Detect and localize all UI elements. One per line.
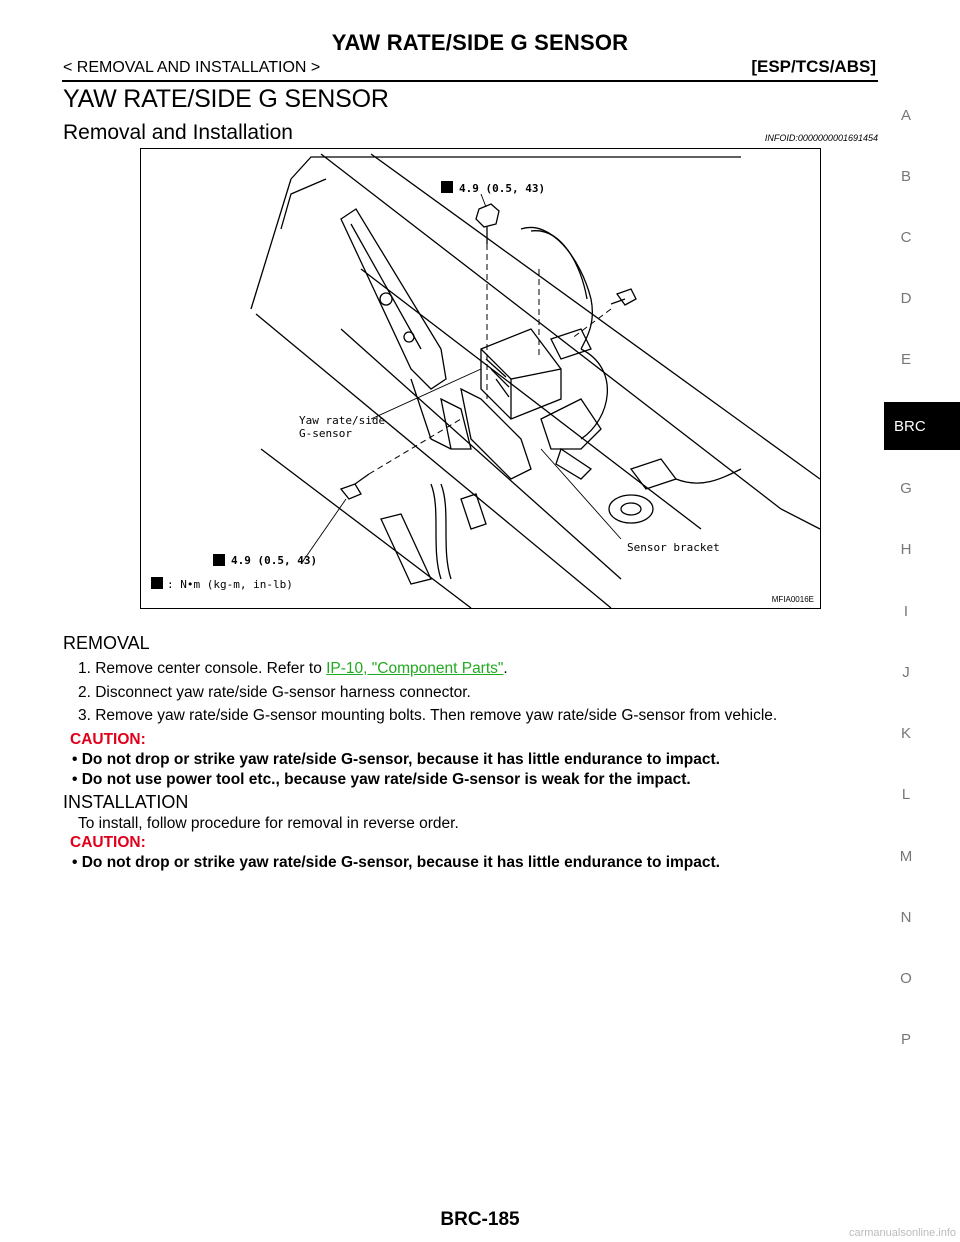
figure-code: MFIA0016E xyxy=(771,595,814,604)
index-tab-k[interactable]: K xyxy=(900,725,911,742)
index-tab-brc-active[interactable]: BRC xyxy=(884,402,960,450)
watermark: carmanualsonline.info xyxy=(848,1227,956,1239)
installation-caution-item: • Do not drop or strike yaw rate/side G-sensor, because it has little endurance to impact. xyxy=(72,854,720,871)
installation-text: To install, follow procedure for removal in reverse order. xyxy=(78,815,459,832)
removal-heading: REMOVAL xyxy=(63,633,150,653)
index-tab-h[interactable]: H xyxy=(900,541,912,558)
index-tab-d[interactable]: D xyxy=(900,290,912,307)
removal-caution-label: CAUTION: xyxy=(70,731,146,748)
index-tab-i[interactable]: I xyxy=(903,603,909,620)
header-section-label: < REMOVAL AND INSTALLATION > xyxy=(63,59,321,76)
label-sensor-bracket: Sensor bracket xyxy=(627,541,720,554)
component-parts-link[interactable]: IP-10, "Component Parts" xyxy=(326,660,504,677)
torque-value-bottom: 4.9 (0.5, 43) xyxy=(231,554,318,567)
index-tab-b[interactable]: B xyxy=(900,168,911,185)
page-title: YAW RATE/SIDE G SENSOR xyxy=(63,85,389,113)
removal-caution-item: • Do not drop or strike yaw rate/side G-sensor, because it has little endurance to impact. xyxy=(72,751,720,768)
removal-step-2: 2. Disconnect yaw rate/side G-sensor harness connector. xyxy=(78,684,471,701)
section-index-tabs xyxy=(884,0,960,1242)
label-yaw-rate-side: Yaw rate/side xyxy=(299,414,386,427)
header-rule xyxy=(62,80,878,82)
installation-caution-label: CAUTION: xyxy=(70,834,146,851)
index-tab-n[interactable]: N xyxy=(900,909,912,926)
index-tab-o[interactable]: O xyxy=(900,970,912,987)
label-g-sensor: G-sensor xyxy=(299,427,352,440)
torque-value-top: 4.9 (0.5, 43) xyxy=(459,182,546,195)
installation-heading: INSTALLATION xyxy=(63,792,189,812)
header-scope-label: [ESP/TCS/ABS] xyxy=(751,57,876,76)
sensor-illustration xyxy=(140,148,821,609)
removal-step-3: 3. Remove yaw rate/side G-sensor mounting bolts. Then remove yaw rate/side G-sensor from vehicle. xyxy=(78,707,778,724)
info-id: INFOID:0000000001691454 xyxy=(764,133,878,143)
index-tab-e[interactable]: E xyxy=(900,351,911,368)
index-tab-g[interactable]: G xyxy=(900,480,912,497)
removal-step-1 xyxy=(78,660,508,678)
index-tab-j[interactable]: J xyxy=(902,664,910,681)
torque-unit-legend: : N•m (kg-m, in-lb) xyxy=(167,578,293,591)
header-title: YAW RATE/SIDE G SENSOR xyxy=(331,30,629,55)
index-tab-p[interactable]: P xyxy=(900,1031,911,1048)
index-tab-a[interactable]: A xyxy=(900,107,911,124)
removal-step-1-suffix: . xyxy=(503,660,508,677)
illustration-drawing xyxy=(141,149,820,608)
page-number: BRC-185 xyxy=(440,1209,520,1230)
section-subtitle: Removal and Installation xyxy=(63,121,293,144)
index-tab-l[interactable]: L xyxy=(901,786,911,803)
index-tab-m[interactable]: M xyxy=(899,848,913,865)
removal-step-1-text: 1. Remove center console. Refer to xyxy=(78,660,327,677)
removal-caution-item: • Do not use power tool etc., because yaw rate/side G-sensor is weak for the impact. xyxy=(72,771,691,788)
index-tab-c[interactable]: C xyxy=(900,229,912,246)
